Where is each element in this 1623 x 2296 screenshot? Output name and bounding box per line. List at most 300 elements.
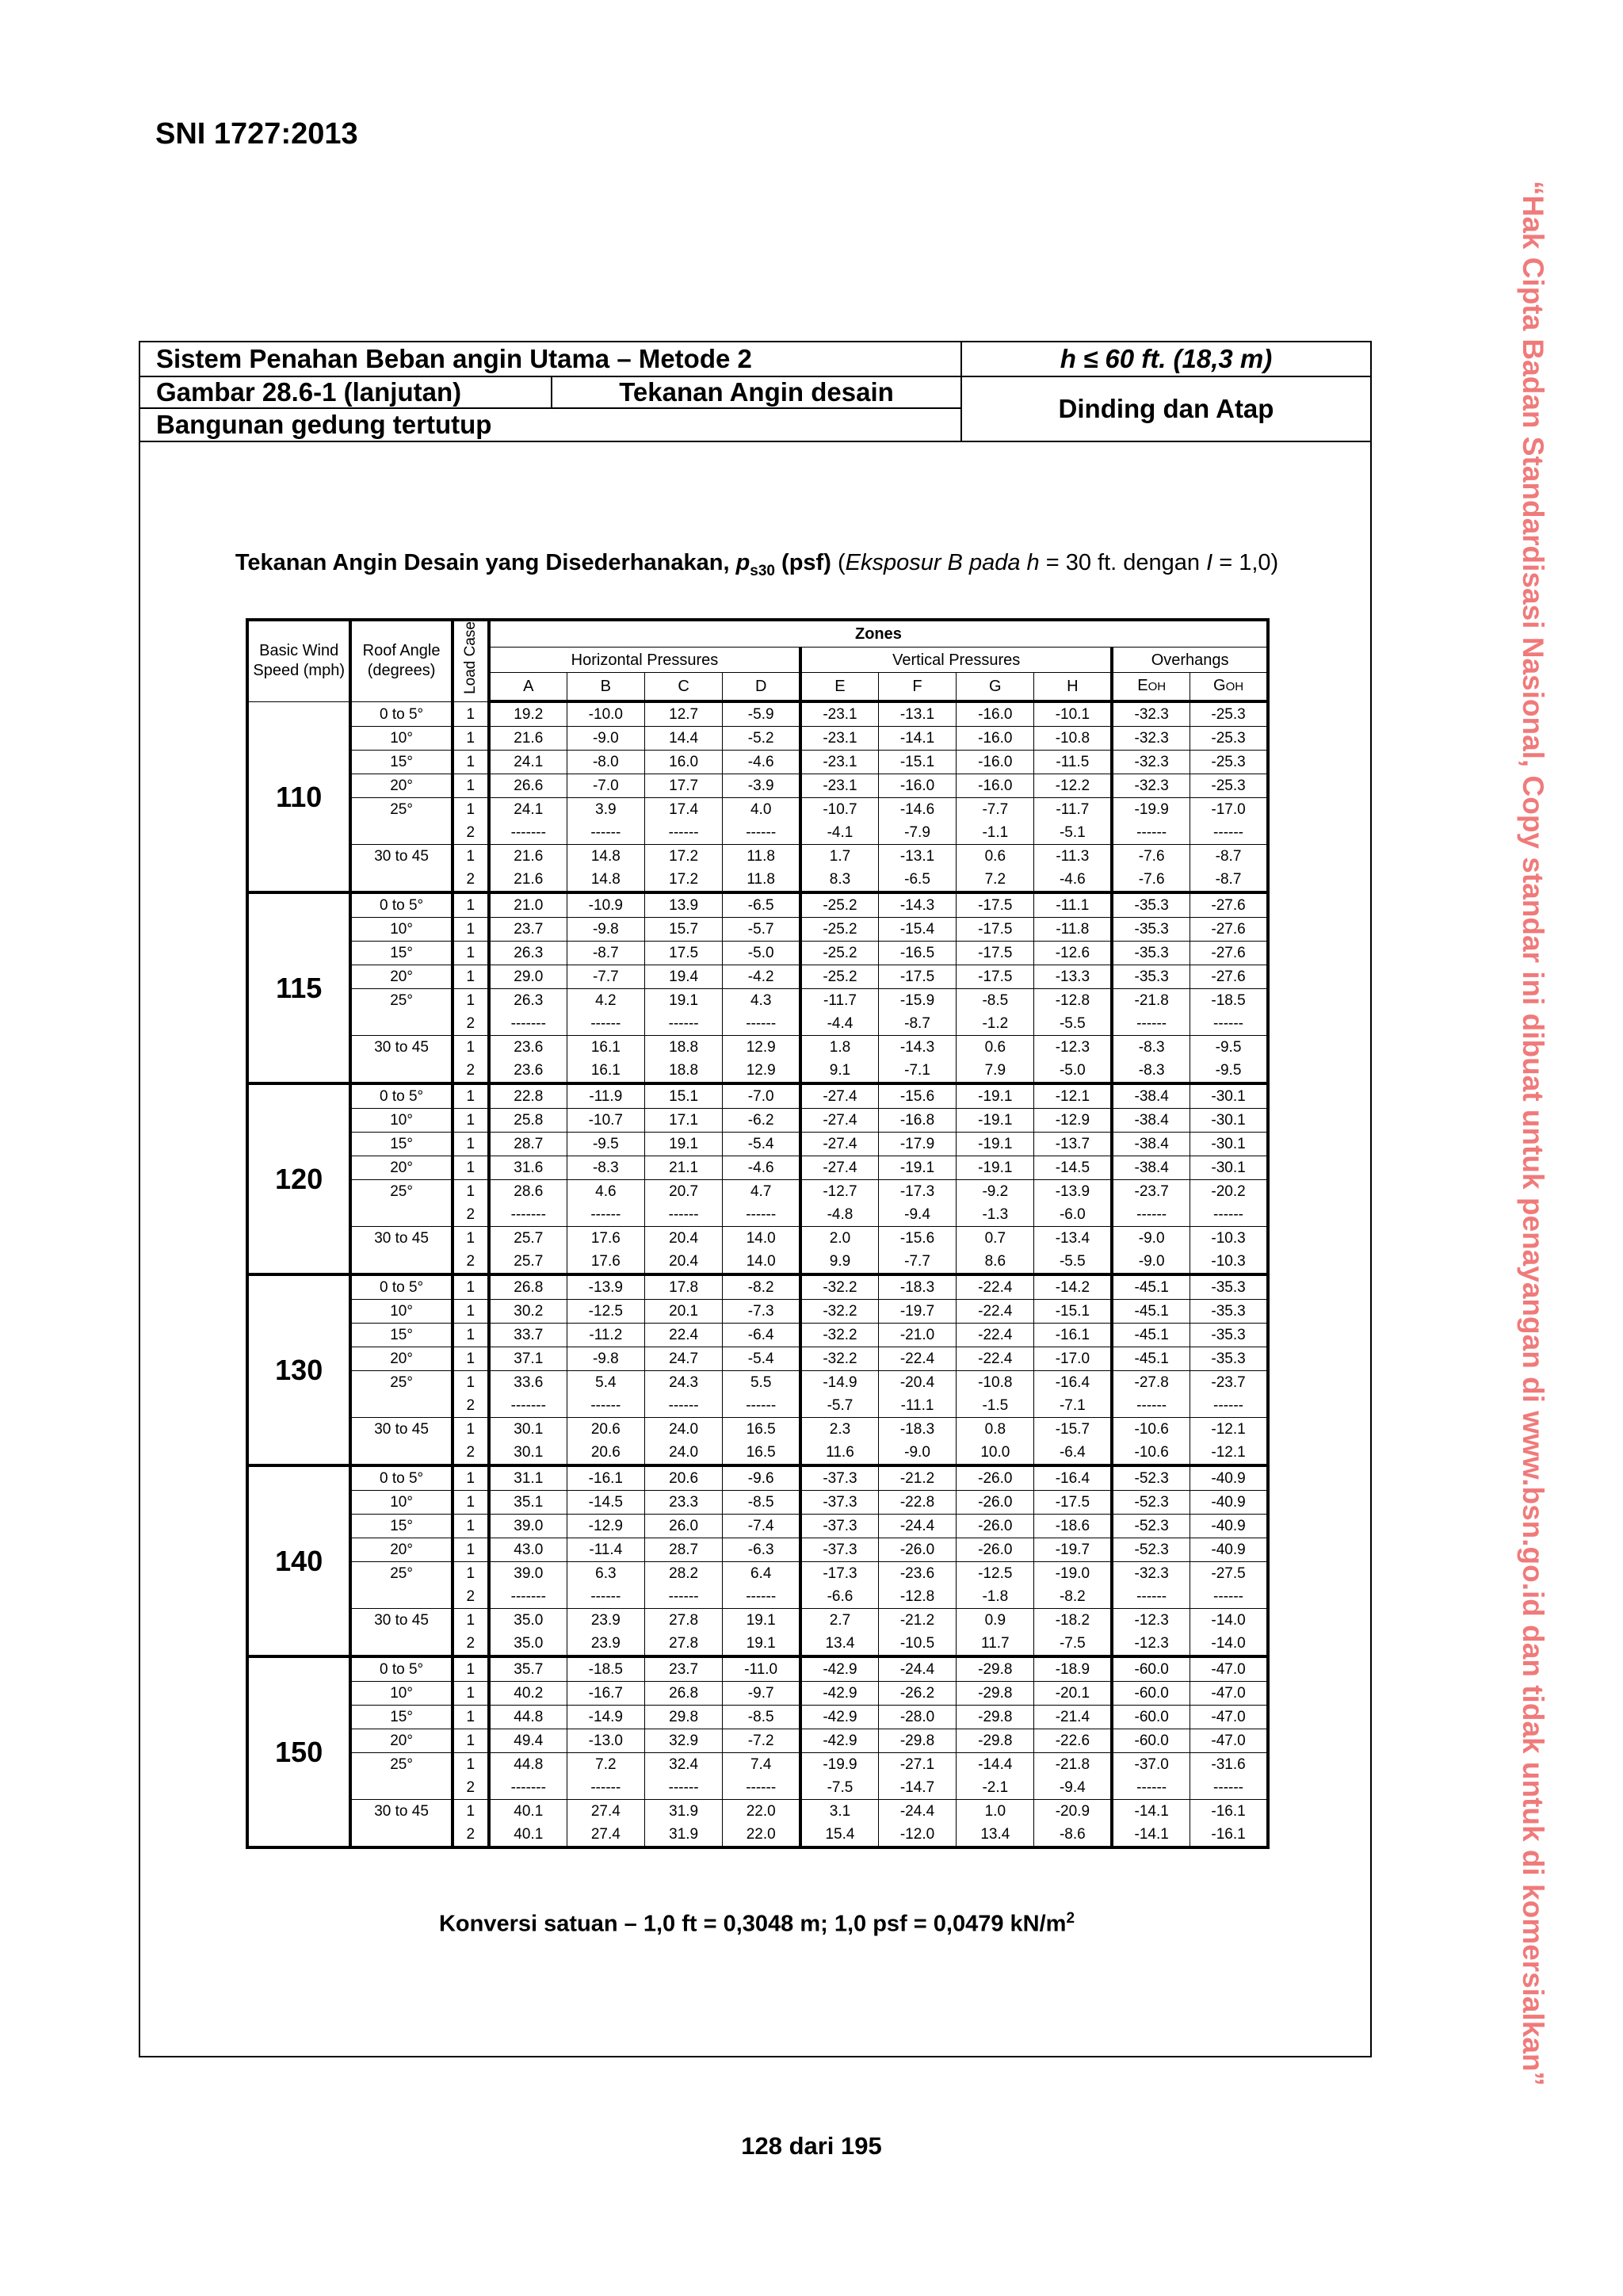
table-row — [247, 1776, 1268, 1800]
pressure-cell: -5.2 — [723, 727, 800, 751]
pressure-cell: 19.1 — [644, 1133, 722, 1156]
pressure-cell: -27.4 — [800, 1083, 878, 1109]
load-case-cell: 1 — [453, 918, 489, 942]
pressure-cell: 1.7 — [800, 845, 878, 869]
pressure-cell: -38.4 — [1112, 1109, 1190, 1133]
pressure-cell: -19.1 — [957, 1133, 1034, 1156]
pressure-cell: 27.8 — [644, 1632, 722, 1656]
pressure-cell: -18.5 — [1190, 989, 1268, 1013]
load-case-cell: 1 — [453, 1156, 489, 1180]
pressure-cell: -21.4 — [1034, 1706, 1112, 1729]
pressure-cell: -45.1 — [1112, 1274, 1190, 1300]
pressure-cell: 21.1 — [644, 1156, 722, 1180]
pressure-cell: -12.5 — [567, 1300, 644, 1324]
pressure-cell: 7.9 — [957, 1059, 1034, 1083]
pressure-cell: 17.7 — [644, 774, 722, 798]
pressure-cell: -23.1 — [800, 774, 878, 798]
pressure-cell: -4.6 — [723, 751, 800, 774]
pressure-cell: 7.2 — [957, 868, 1034, 892]
pressure-cell: -23.6 — [878, 1562, 956, 1586]
table-row — [247, 1059, 1268, 1083]
pressure-cell: -12.3 — [1034, 1036, 1112, 1060]
pressure-cell: -9.4 — [878, 1203, 956, 1227]
load-case-label: Load Case — [461, 621, 479, 694]
table-row — [247, 1800, 1268, 1824]
pressure-cell: 14.8 — [567, 845, 644, 869]
pressure-cell: -37.3 — [800, 1491, 878, 1515]
pressure-cell: 7.2 — [567, 1753, 644, 1777]
document-code: SNI 1727:2013 — [155, 117, 358, 151]
load-case-cell: 1 — [453, 1656, 489, 1682]
pressure-cell: -19.7 — [878, 1300, 956, 1324]
pressure-cell: -29.8 — [957, 1729, 1034, 1753]
pressure-cell: -19.9 — [800, 1753, 878, 1777]
pressure-cell: -7.1 — [878, 1059, 956, 1083]
pressure-cell: ------ — [723, 1012, 800, 1036]
pressure-cell: 3.1 — [800, 1800, 878, 1824]
pressure-cell: -12.9 — [1034, 1109, 1112, 1133]
pressure-cell: -37.3 — [800, 1538, 878, 1562]
pressure-cell: ------- — [489, 821, 567, 845]
table-row — [247, 1682, 1268, 1706]
load-case-cell: 1 — [453, 1347, 489, 1371]
pressure-cell: 21.6 — [489, 868, 567, 892]
pressure-cell: 17.4 — [644, 798, 722, 822]
pressure-cell: -17.5 — [1034, 1491, 1112, 1515]
pressure-cell: -14.7 — [878, 1776, 956, 1800]
pressure-cell: 35.1 — [489, 1491, 567, 1515]
pressure-cell: -60.0 — [1112, 1682, 1190, 1706]
pressure-cell: 17.6 — [567, 1250, 644, 1274]
pressure-cell: -19.9 — [1112, 798, 1190, 822]
load-case-cell: 1 — [453, 1133, 489, 1156]
pressure-cell: -31.6 — [1190, 1753, 1268, 1777]
page-number: 128 dari 195 — [741, 2132, 882, 2160]
pressure-cell: 17.2 — [644, 868, 722, 892]
pressure-cell: -1.2 — [957, 1012, 1034, 1036]
height-limit: h ≤ 60 ft. (18,3 m) — [1060, 344, 1273, 373]
caption-rest: = 30 ft. dengan — [1039, 550, 1207, 575]
load-case-cell: 1 — [453, 1274, 489, 1300]
pressure-cell: -38.4 — [1112, 1133, 1190, 1156]
col-header-overhangs: Overhangs — [1112, 647, 1268, 673]
pressure-cell: -29.8 — [957, 1706, 1034, 1729]
pressure-cell: -40.9 — [1190, 1465, 1268, 1491]
pressure-cell: 4.6 — [567, 1180, 644, 1204]
pressure-cell: 26.6 — [489, 774, 567, 798]
pressure-cell: -29.8 — [957, 1656, 1034, 1682]
pressure-cell: 32.9 — [644, 1729, 722, 1753]
pressure-cell: -20.9 — [1034, 1800, 1112, 1824]
pressure-cell: ------ — [723, 1585, 800, 1609]
table-row — [247, 727, 1268, 751]
load-case-cell: 1 — [453, 1729, 489, 1753]
pressure-cell: -35.3 — [1112, 918, 1190, 942]
pressure-cell: -13.9 — [1034, 1180, 1112, 1204]
pressure-cell: -21.2 — [878, 1609, 956, 1633]
load-case-cell: 1 — [453, 1465, 489, 1491]
pressure-cell: 0.6 — [957, 845, 1034, 869]
zone-suffix: OH — [1225, 680, 1244, 694]
load-case-cell: 1 — [453, 1682, 489, 1706]
pressure-cell: 44.8 — [489, 1753, 567, 1777]
pressure-cell: ------ — [1190, 1012, 1268, 1036]
pressure-cell: -22.4 — [957, 1300, 1034, 1324]
pressure-cell: -8.7 — [1190, 868, 1268, 892]
pressure-cell: 15.7 — [644, 918, 722, 942]
pressure-cell: ------- — [489, 1012, 567, 1036]
pressure-cell: -12.8 — [878, 1585, 956, 1609]
pressure-cell: -10.7 — [800, 798, 878, 822]
pressure-cell: -15.1 — [878, 751, 956, 774]
pressure-cell: -47.0 — [1190, 1656, 1268, 1682]
pressure-cell: 24.3 — [644, 1371, 722, 1395]
pressure-cell: -10.7 — [567, 1109, 644, 1133]
roof-angle-cell — [350, 1012, 452, 1036]
pressure-cell: -18.6 — [1034, 1515, 1112, 1538]
pressure-cell: -7.7 — [957, 798, 1034, 822]
pressure-cell: -20.1 — [1034, 1682, 1112, 1706]
pressure-cell: 19.4 — [644, 965, 722, 989]
pressure-cell: -13.1 — [878, 701, 956, 727]
col-header-zone: A — [489, 673, 567, 701]
pressure-cell: -6.2 — [723, 1109, 800, 1133]
pressure-cell: ------- — [489, 1203, 567, 1227]
pressure-cell: 33.6 — [489, 1371, 567, 1395]
table-row — [247, 1418, 1268, 1442]
pressure-cell: 13.4 — [800, 1632, 878, 1656]
pressure-cell: -4.8 — [800, 1203, 878, 1227]
load-case-cell: 1 — [453, 1227, 489, 1251]
pressure-cell: -16.7 — [567, 1682, 644, 1706]
table-row — [247, 1753, 1268, 1777]
pressure-cell: ------ — [1112, 1776, 1190, 1800]
load-case-cell: 1 — [453, 1753, 489, 1777]
table-row — [247, 1823, 1268, 1847]
pressure-cell: -5.9 — [723, 701, 800, 727]
pressure-cell: -17.5 — [957, 918, 1034, 942]
col-header-basic-wind-speed: Basic Wind Speed (mph) — [247, 620, 350, 701]
pressure-cell: 15.1 — [644, 1083, 722, 1109]
pressure-cell: 23.7 — [489, 918, 567, 942]
pressure-cell: -40.9 — [1190, 1491, 1268, 1515]
pressure-cell: -37.3 — [800, 1465, 878, 1491]
pressure-cell: 0.6 — [957, 1036, 1034, 1060]
pressure-cell: -17.5 — [957, 942, 1034, 965]
roof-angle-cell — [350, 1203, 452, 1227]
table-row — [247, 965, 1268, 989]
col-header-zones: Zones — [489, 620, 1268, 647]
col-header-zone: D — [723, 673, 800, 701]
roof-angle-cell: 0 to 5° — [350, 1274, 452, 1300]
pressure-cell: -11.4 — [567, 1538, 644, 1562]
col-header-zone: B — [567, 673, 644, 701]
pressure-cell: -8.7 — [567, 942, 644, 965]
roof-angle-cell: 30 to 45 — [350, 1609, 452, 1633]
pressure-cell: -25.3 — [1190, 727, 1268, 751]
pressure-cell: -10.6 — [1112, 1418, 1190, 1442]
pressure-cell: 12.7 — [644, 701, 722, 727]
pressure-cell: -47.0 — [1190, 1729, 1268, 1753]
pressure-cell: 24.7 — [644, 1347, 722, 1371]
pressure-cell: 31.9 — [644, 1823, 722, 1847]
pressure-cell: -7.7 — [567, 965, 644, 989]
pressure-cell: 30.1 — [489, 1418, 567, 1442]
pressure-cell: -16.8 — [878, 1109, 956, 1133]
pressure-cell: -5.0 — [1034, 1059, 1112, 1083]
pressure-cell: 27.4 — [567, 1800, 644, 1824]
pressure-cell: -32.2 — [800, 1300, 878, 1324]
pressure-cell: ------ — [567, 1012, 644, 1036]
pressure-cell: -17.3 — [878, 1180, 956, 1204]
zone-suffix: OH — [1148, 680, 1167, 694]
pressure-cell: -5.7 — [800, 1394, 878, 1418]
pressure-cell: 19.1 — [644, 989, 722, 1013]
pressure-cell: -12.9 — [567, 1515, 644, 1538]
pressure-cell: ------ — [644, 1585, 722, 1609]
pressure-cell: -12.8 — [1034, 989, 1112, 1013]
unit-conversion — [140, 1910, 1373, 1938]
pressure-cell: -6.0 — [1034, 1203, 1112, 1227]
roof-angle-cell: 0 to 5° — [350, 701, 452, 727]
pressure-cell: -6.4 — [723, 1324, 800, 1347]
pressure-cell: 20.7 — [644, 1180, 722, 1204]
pressure-cell: 35.0 — [489, 1609, 567, 1633]
pressure-cell: ------ — [644, 1012, 722, 1036]
pressure-cell: ------ — [644, 1776, 722, 1800]
pressure-cell: -25.3 — [1190, 701, 1268, 727]
pressure-cell: -19.7 — [1034, 1538, 1112, 1562]
pressure-cell: -9.7 — [723, 1682, 800, 1706]
roof-angle-cell: 20° — [350, 1156, 452, 1180]
load-case-cell: 1 — [453, 1083, 489, 1109]
roof-angle-cell: 10° — [350, 1300, 452, 1324]
pressure-cell: -60.0 — [1112, 1706, 1190, 1729]
pressure-cell: -60.0 — [1112, 1729, 1190, 1753]
pressure-cell: -17.0 — [1034, 1347, 1112, 1371]
table-row — [247, 774, 1268, 798]
pressure-cell: ------ — [1190, 1203, 1268, 1227]
load-case-cell: 1 — [453, 1609, 489, 1633]
table-row — [247, 1394, 1268, 1418]
pressure-cell: -15.4 — [878, 918, 956, 942]
roof-angle-cell: 10° — [350, 727, 452, 751]
pressure-cell: ------ — [1112, 1394, 1190, 1418]
table-row — [247, 1656, 1268, 1682]
wind-table-body — [247, 701, 1268, 1847]
pressure-cell: 11.7 — [957, 1632, 1034, 1656]
load-case-cell: 1 — [453, 1418, 489, 1442]
table-row — [247, 821, 1268, 845]
pressure-cell: -47.0 — [1190, 1682, 1268, 1706]
pressure-cell: -42.9 — [800, 1729, 878, 1753]
col-header-zone — [1190, 673, 1268, 701]
load-case-cell: 1 — [453, 1036, 489, 1060]
table-row — [247, 1250, 1268, 1274]
roof-angle-cell: 30 to 45 — [350, 1036, 452, 1060]
roof-angle-cell: 25° — [350, 1180, 452, 1204]
pressure-cell: ------ — [723, 1394, 800, 1418]
pressure-cell: -14.9 — [567, 1706, 644, 1729]
pressure-cell: -11.7 — [1034, 798, 1112, 822]
pressure-cell: 0.9 — [957, 1609, 1034, 1633]
pressure-cell: -42.9 — [800, 1706, 878, 1729]
pressure-cell: -52.3 — [1112, 1538, 1190, 1562]
pressure-cell: ------ — [1190, 821, 1268, 845]
pressure-cell: 28.6 — [489, 1180, 567, 1204]
pressure-cell: -17.9 — [878, 1133, 956, 1156]
pressure-cell: -22.8 — [878, 1491, 956, 1515]
pressure-cell: -8.7 — [878, 1012, 956, 1036]
pressure-cell: 8.6 — [957, 1250, 1034, 1274]
caption-symbol: p — [735, 550, 750, 575]
pressure-cell: -12.1 — [1190, 1418, 1268, 1442]
pressure-cell: 33.7 — [489, 1324, 567, 1347]
pressure-cell: 21.0 — [489, 892, 567, 918]
pressure-cell: 14.0 — [723, 1250, 800, 1274]
caption-i-value: = 1,0) — [1212, 550, 1279, 575]
pressure-cell: -30.1 — [1190, 1083, 1268, 1109]
load-case-cell: 2 — [453, 1823, 489, 1847]
pressure-cell: 44.8 — [489, 1706, 567, 1729]
load-case-cell: 2 — [453, 1776, 489, 1800]
roof-angle-cell — [350, 1776, 452, 1800]
pressure-cell: ------- — [489, 1776, 567, 1800]
pressure-cell: 3.9 — [567, 798, 644, 822]
pressure-cell: 27.4 — [567, 1823, 644, 1847]
pressure-cell: 20.1 — [644, 1300, 722, 1324]
table-row — [247, 1706, 1268, 1729]
pressure-cell: 35.0 — [489, 1632, 567, 1656]
copyright-watermark: “Hak Cipta Badan Standardisasi Nasional, Copy standar ini dibuat untuk penayangan di www.bsn.go.id dan tidak untuk di komersialkan” — [1517, 181, 1549, 2087]
table-row — [247, 1347, 1268, 1371]
pressure-cell: 4.2 — [567, 989, 644, 1013]
pressure-cell: -19.1 — [957, 1083, 1034, 1109]
load-case-cell: 1 — [453, 727, 489, 751]
pressure-cell: -27.1 — [878, 1753, 956, 1777]
pressure-cell: -16.0 — [957, 727, 1034, 751]
pressure-cell: 9.9 — [800, 1250, 878, 1274]
pressure-cell: -23.7 — [1112, 1180, 1190, 1204]
roof-angle-cell: 15° — [350, 1324, 452, 1347]
pressure-cell: -10.3 — [1190, 1250, 1268, 1274]
roof-angle-cell: 15° — [350, 1133, 452, 1156]
pressure-cell: -35.3 — [1112, 892, 1190, 918]
pressure-cell: -5.5 — [1034, 1250, 1112, 1274]
pressure-cell: 19.2 — [489, 701, 567, 727]
pressure-cell: -11.3 — [1034, 845, 1112, 869]
pressure-cell: -10.6 — [1112, 1441, 1190, 1465]
roof-angle-cell: 20° — [350, 1538, 452, 1562]
load-case-cell: 1 — [453, 1706, 489, 1729]
pressure-cell: -25.3 — [1190, 751, 1268, 774]
pressure-cell: 23.9 — [567, 1609, 644, 1633]
table-row — [247, 1585, 1268, 1609]
pressure-cell: 9.1 — [800, 1059, 878, 1083]
pressure-cell: -45.1 — [1112, 1324, 1190, 1347]
pressure-cell: 28.7 — [489, 1133, 567, 1156]
pressure-cell: -12.7 — [800, 1180, 878, 1204]
pressure-cell: -27.4 — [800, 1109, 878, 1133]
element-type: Dinding dan Atap — [1058, 394, 1274, 423]
header-row-2 — [140, 377, 1370, 442]
pressure-cell: -26.2 — [878, 1682, 956, 1706]
pressure-cell: 28.2 — [644, 1562, 722, 1586]
roof-angle-cell: 20° — [350, 965, 452, 989]
pressure-cell: -15.7 — [1034, 1418, 1112, 1442]
col-header-load-case — [453, 620, 489, 701]
zone-letter: E — [1137, 677, 1148, 695]
pressure-cell: -9.0 — [1112, 1227, 1190, 1251]
pressure-cell: -16.4 — [1034, 1465, 1112, 1491]
pressure-cell: ------ — [1112, 821, 1190, 845]
roof-angle-cell: 0 to 5° — [350, 1465, 452, 1491]
pressure-cell: 10.0 — [957, 1441, 1034, 1465]
pressure-cell: -21.8 — [1034, 1753, 1112, 1777]
pressure-cell: -8.5 — [957, 989, 1034, 1013]
wind-speed-cell: 115 — [247, 892, 350, 1083]
load-case-cell: 1 — [453, 1180, 489, 1204]
pressure-cell: -27.6 — [1190, 918, 1268, 942]
pressure-cell: -16.4 — [1034, 1371, 1112, 1395]
load-case-cell: 1 — [453, 1538, 489, 1562]
roof-angle-cell — [350, 1394, 452, 1418]
pressure-cell: -14.3 — [878, 892, 956, 918]
pressure-cell: -2.1 — [957, 1776, 1034, 1800]
pressure-cell: 8.3 — [800, 868, 878, 892]
pressure-cell: -14.3 — [878, 1036, 956, 1060]
pressure-cell: ------ — [1190, 1585, 1268, 1609]
pressure-cell: 2.0 — [800, 1227, 878, 1251]
pressure-cell: -27.4 — [800, 1156, 878, 1180]
pressure-cell: -42.9 — [800, 1656, 878, 1682]
pressure-cell: 14.0 — [723, 1227, 800, 1251]
load-case-cell: 1 — [453, 1109, 489, 1133]
pressure-cell: -35.3 — [1190, 1300, 1268, 1324]
roof-angle-cell: 10° — [350, 1491, 452, 1515]
pressure-cell: 19.1 — [723, 1609, 800, 1633]
pressure-cell: -28.0 — [878, 1706, 956, 1729]
pressure-cell: -6.5 — [878, 868, 956, 892]
load-case-cell: 1 — [453, 989, 489, 1013]
pressure-cell: -17.3 — [800, 1562, 878, 1586]
pressure-cell: -8.7 — [1190, 845, 1268, 869]
pressure-cell: 16.0 — [644, 751, 722, 774]
load-case-cell: 2 — [453, 821, 489, 845]
pressure-cell: 13.9 — [644, 892, 722, 918]
pressure-cell: -22.4 — [957, 1324, 1034, 1347]
pressure-cell: -15.6 — [878, 1227, 956, 1251]
wind-speed-cell: 120 — [247, 1083, 350, 1274]
pressure-cell: -7.7 — [878, 1250, 956, 1274]
pressure-cell: -8.3 — [1112, 1059, 1190, 1083]
pressure-cell: -9.0 — [1112, 1250, 1190, 1274]
pressure-cell: -7.0 — [567, 774, 644, 798]
wind-speed-cell: 150 — [247, 1656, 350, 1847]
pressure-cell: -1.8 — [957, 1585, 1034, 1609]
pressure-cell: 15.4 — [800, 1823, 878, 1847]
pressure-cell: -47.0 — [1190, 1706, 1268, 1729]
load-case-cell: 1 — [453, 1371, 489, 1395]
pressure-cell: -26.0 — [957, 1515, 1034, 1538]
pressure-cell: -11.2 — [567, 1324, 644, 1347]
pressure-cell: 26.0 — [644, 1515, 722, 1538]
pressure-cell: -14.5 — [1034, 1156, 1112, 1180]
wind-pressure-table — [246, 618, 1270, 1849]
roof-angle-cell: 25° — [350, 1562, 452, 1586]
pressure-cell: -10.3 — [1190, 1227, 1268, 1251]
pressure-cell: -24.4 — [878, 1515, 956, 1538]
